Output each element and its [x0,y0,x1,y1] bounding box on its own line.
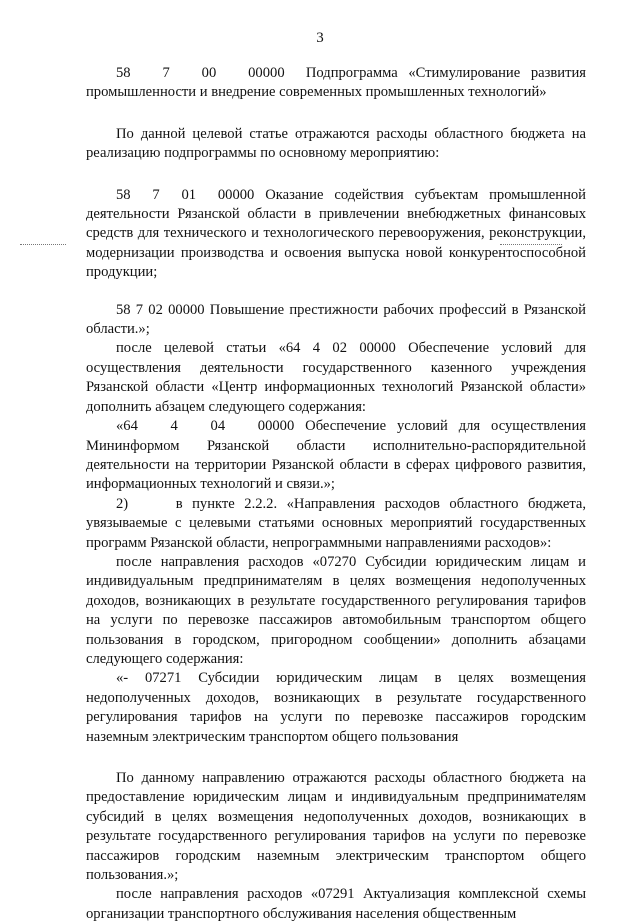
scan-artifact-left [20,244,66,246]
paragraph-after-07270: после направления расходов «07270 Субсидии юридическим лицам и индивидуальным предпринимателям в целях возмещения недополученных доходов, возникающих в результате государственного регулирования тарифов на услуги по перевозке пассажиров автомобильным транспортом общего пользования в городском, пригородном сообщении» дополнить абзацами следующего содержания: [86,553,586,667]
document-body [86,64,586,924]
paragraph-after-07291: после направления расходов «07291 Актуализация комплексной схемы организации транспортного обслуживания населения общественным [86,886,586,922]
paragraph-58-7-02: 58 7 02 00000 Повышение престижности рабочих профессий в Рязанской области.»; [86,301,586,338]
paragraph-target-article: По данной целевой статье отражаются расходы областного бюджета на реализацию подпрограммы по основному мероприятию: [86,125,586,162]
page-number: 3 [316,30,324,46]
paragraph-direction-expenses: По данному направлению отражаются расходы областного бюджета на предоставление юридическим лицам и индивидуальным предпринимателям субсидий в целях возмещения недополученных доходов, возникающих в результате государственного регулирования тарифов на услуги по перевозке пассажиров городским наземным электрическим транспортом общего пользования.»; [86,770,586,884]
paragraph-64-4-04: «64 4 04 00000 Обеспечение условий для осуществления Мининформом Рязанской области исполнительно-распорядительной деятельности на территории Рязанской области в сферах цифрового развития, информационных технологий и связи.»; [86,418,586,493]
paragraph-item-2: 2) в пункте 2.2.2. «Направления расходов областного бюджета, увязываемые с целевыми статьями основных мероприятий государственных программ Рязанской области, непрограммными направлениями расходов»: [86,495,586,551]
subprogram-heading: 58 7 00 00000 Подпрограмма «Стимулирование развития промышленности и внедрение современных промышленных технологий» [86,65,586,101]
paragraph-58-7-01: 58 7 01 00000 Оказание содействия субъектам промышленной деятельности Рязанской области в привлечении внебюджетных финансовых средств для технического и технологического перевооружения, реконструкции, модернизации производства и освоения выпуска новой конкурентоспособной продукции; [86,186,586,281]
paragraph-after-64-4-02: после целевой статьи «64 4 02 00000 Обеспечение условий для осуществления деятельности государственного казенного учреждения Рязанской области «Центр информационных технологий Рязанской области» дополнить абзацем следующего содержания: [86,340,586,415]
paragraph-07271: «- 07271 Субсидии юридическим лицам в целях возмещения недополученных доходов, возникающих в результате государственного регулирования тарифов на услуги по перевозке пассажиров городским наземным электрическим транспортом общего пользования [86,670,586,745]
